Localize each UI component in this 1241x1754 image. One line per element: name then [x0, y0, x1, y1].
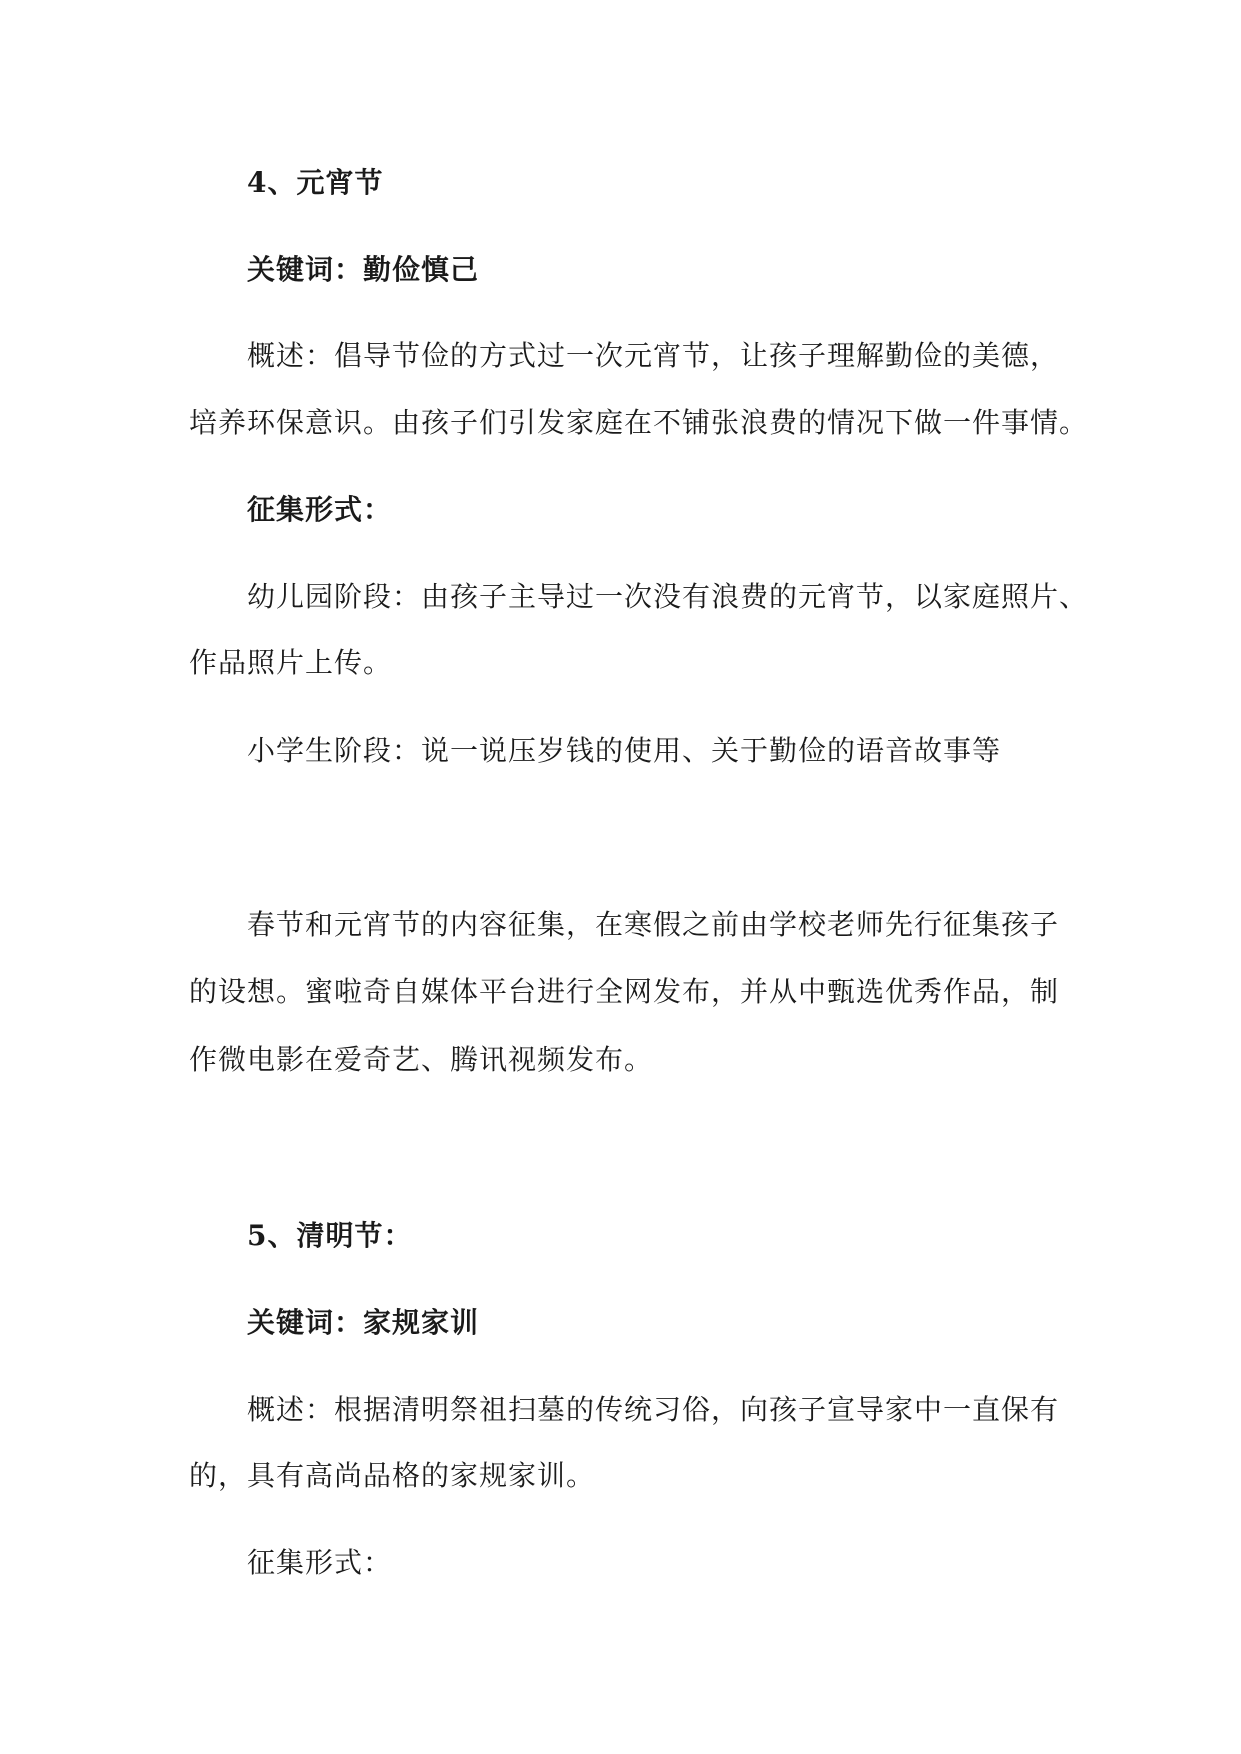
section-4-overview-line-2: 培养环保意识。由孩子们引发家庭在不铺张浪费的情况下做一件事情。 [189, 406, 1089, 439]
section-4-heading: 4、元宵节 [247, 166, 384, 199]
section-5-heading: 5、清明节： [247, 1219, 413, 1252]
section-5-overview-line-1: 概述：根据清明祭祖扫墓的传统习俗，向孩子宣导家中一直保有 [247, 1393, 1060, 1426]
section-4-primary-school: 小学生阶段：说一说压岁钱的使用、关于勤俭的语音故事等 [247, 734, 1002, 767]
section-4-collection-label: 征集形式： [247, 493, 393, 526]
section-4-keywords: 关键词：勤俭慎己 [247, 253, 480, 286]
section-5-collection-label: 征集形式： [247, 1546, 393, 1579]
section-4-kindergarten-line-1: 幼儿园阶段：由孩子主导过一次没有浪费的元宵节，以家庭照片、 [247, 580, 1089, 613]
summary-line-1: 春节和元宵节的内容征集，在寒假之前由学校老师先行征集孩子 [247, 908, 1060, 941]
section-5-overview-line-2: 的，具有高尚品格的家规家训。 [189, 1459, 596, 1492]
section-4-overview-line-1: 概述：倡导节俭的方式过一次元宵节，让孩子理解勤俭的美德， [247, 339, 1060, 372]
section-5-keywords: 关键词：家规家训 [247, 1306, 480, 1339]
summary-line-2: 的设想。蜜啦奇自媒体平台进行全网发布，并从中甄选优秀作品，制 [189, 975, 1060, 1008]
section-4-kindergarten-line-2: 作品照片上传。 [189, 646, 393, 679]
summary-line-3: 作微电影在爱奇艺、腾讯视频发布。 [189, 1043, 654, 1076]
